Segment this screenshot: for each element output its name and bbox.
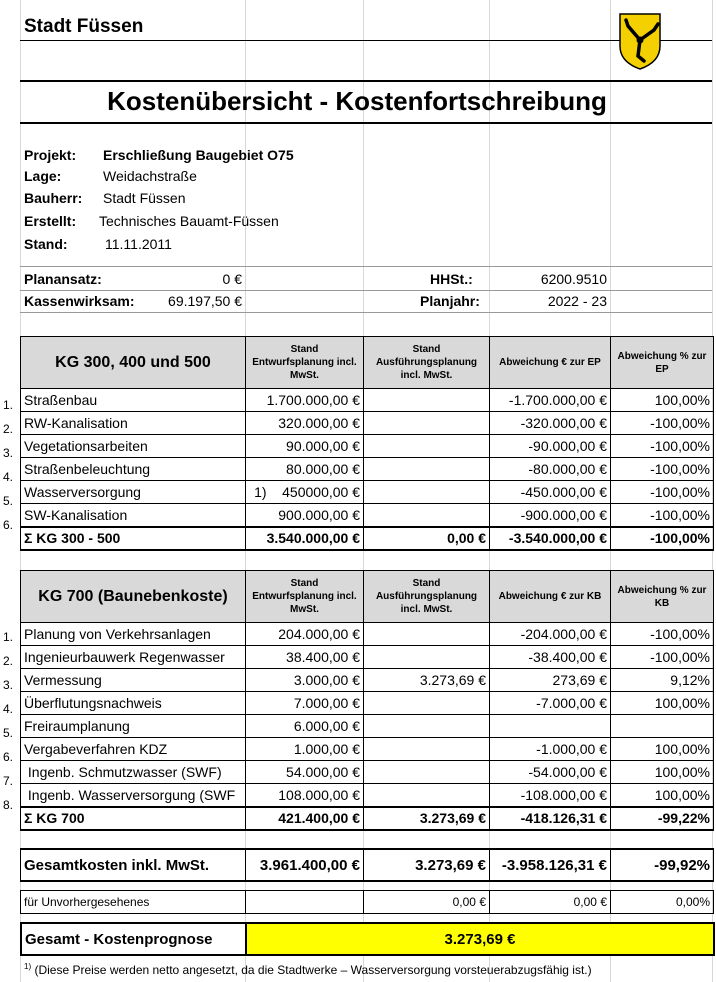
subtotal-abw: -3.540.000,00 € [490,527,611,550]
row-pct: -100,00% [611,412,714,435]
grand-total-pct: -99,92% [611,849,714,881]
row-ap [364,458,490,481]
cost-table-kg300-500 [20,336,714,551]
row-ep: 90.000,00 € [246,435,364,458]
row-abw: -900.000,00 € [490,504,611,527]
owner-label: Bauherr: [24,190,83,206]
row-ap [364,784,490,807]
row-number: 6. [3,750,14,764]
section-title: KG 300, 400 und 500 [21,337,246,389]
row-name: Freiraumplanung [21,715,246,738]
row-ap [364,738,490,761]
row-pct: 9,12% [611,669,714,692]
forecast-value: 3.273,69 € [246,923,714,955]
table-row [21,646,714,669]
row-abw [490,715,611,738]
row-abw: -54.000,00 € [490,761,611,784]
header-ausfuehrung: Stand Ausführungsplanung incl. MwSt. [364,337,490,389]
row-pct: -100,00% [611,435,714,458]
planjahr-value: 2022 - 23 [547,293,607,309]
row-pct: 100,00% [611,738,714,761]
row-number: 6. [3,518,14,532]
row-abw: -320.000,00 € [490,412,611,435]
row-name: Ingenieurbauwerk Regenwasser [21,646,246,669]
row-pct: -100,00% [611,623,714,646]
planjahr-label: Planjahr: [420,293,480,309]
project-value: Erschließung Baugebiet O75 [103,147,294,163]
location-value: Weidachstraße [103,168,197,184]
date-value: 11.11.2011 [105,236,172,252]
row-abw: -450.000,00 € [490,481,611,504]
subtotal-label: Σ KG 300 - 500 [21,527,246,550]
row-pct [611,715,714,738]
row-name: SW-Kanalisation [21,504,246,527]
table-row [21,458,714,481]
row-number: 1. [3,398,14,412]
unforeseen-table [20,890,714,914]
row-ep: 38.400,00 € [246,646,364,669]
row-ap [364,435,490,458]
row-abw: -1.700.000,00 € [490,389,611,412]
row-abw: -90.000,00 € [490,435,611,458]
planansatz-label: Planansatz: [24,271,102,287]
section-title: KG 700 (Baunebenkoste) [21,571,246,623]
row-ap [364,623,490,646]
row-name: Vegetationsarbeiten [21,435,246,458]
forecast-table [20,922,715,956]
row-number: 3. [3,446,14,460]
row-name: Vermessung [21,669,246,692]
owner-value: Stadt Füssen [103,190,186,206]
unforeseen-pct: 0,00% [611,891,714,914]
table-header [21,337,714,389]
forecast-label: Gesamt - Kostenprognose [21,923,246,955]
row-name: Ingenb. Schmutzwasser (SWF) [21,761,246,784]
row-ap [364,646,490,669]
subtotal-label: Σ KG 700 [21,807,246,830]
row-number: 2. [3,654,14,668]
row-abw: -7.000,00 € [490,692,611,715]
created-label: Erstellt: [24,213,77,229]
cost-table-kg700 [20,570,714,831]
row-number: 5. [3,494,14,508]
row-number: 4. [3,470,14,484]
date-label: Stand: [24,236,68,252]
row-number: 4. [3,702,14,716]
row-number: 8. [3,798,14,812]
row-ep: 900.000,00 € [246,504,364,527]
row-pct: 100,00% [611,692,714,715]
row-pct: 100,00% [611,784,714,807]
row-number: 1. [3,630,14,644]
row-abw: 273,69 € [490,669,611,692]
grand-total-label: Gesamtkosten inkl. MwSt. [21,849,246,881]
header-entwurf: Stand Entwurfsplanung incl. MwSt. [246,337,364,389]
row-ap [364,761,490,784]
row-pct: -100,00% [611,646,714,669]
row-ep: 80.000,00 € [246,458,364,481]
location-label: Lage: [24,168,62,184]
row-number: 2. [3,422,14,436]
row-ep: 320.000,00 € [246,412,364,435]
row-ep: 1) 450000,00 € [246,481,364,504]
subtotal-row [21,527,714,550]
header-ausfuehrung: Stand Ausführungsplanung incl. MwSt. [364,571,490,623]
table-row [21,623,714,646]
page-title: Kostenübersicht - Kostenfortschreibung [107,86,607,116]
kassenwirksam-label: Kassenwirksam: [24,293,135,309]
row-pct: -100,00% [611,458,714,481]
row-name: Vergabeverfahren KDZ [21,738,246,761]
table-row [21,481,714,504]
row-ep: 54.000,00 € [246,761,364,784]
table-row [21,389,714,412]
grand-total-row [21,849,714,881]
row-name: Ingenb. Wasserversorgung (SWF [21,784,246,807]
row-ep: 108.000,00 € [246,784,364,807]
row-ap [364,389,490,412]
row-name: Wasserversorgung [21,481,246,504]
footnote-mark: 1) [24,962,32,971]
row-pct: -100,00% [611,481,714,504]
header-entwurf: Stand Entwurfsplanung incl. MwSt. [246,571,364,623]
header-abweichung-pct: Abweichung % zur KB [611,571,714,623]
table-row [21,435,714,458]
row-ep: 1.700.000,00 € [246,389,364,412]
row-abw: -80.000,00 € [490,458,611,481]
grand-total-ap: 3.273,69 € [364,849,490,881]
table-row [21,715,714,738]
table-row [21,504,714,527]
row-ap [364,504,490,527]
subtotal-pct: -99,22% [611,807,714,830]
row-ap [364,692,490,715]
footnote [24,962,592,977]
row-ap [364,481,490,504]
row-ep: 6.000,00 € [246,715,364,738]
city-name: Stadt Füssen [24,16,144,37]
hhst-value: 6200.9510 [540,271,607,287]
row-abw: -204.000,00 € [490,623,611,646]
row-ap: 3.273,69 € [364,669,490,692]
table-row [21,738,714,761]
row-ep: 1.000,00 € [246,738,364,761]
project-label: Projekt: [24,147,77,163]
table-row [21,669,714,692]
coat-of-arms-icon [618,12,662,70]
grand-total-table [20,848,714,882]
unforeseen-label: für Unvorhergesehenes [21,891,246,914]
header-abweichung-pct: Abweichung % zur EP [611,337,714,389]
row-number: 7. [3,774,14,788]
subtotal-pct: -100,00% [611,527,714,550]
created-value: Technisches Bauamt-Füssen [99,213,279,229]
subtotal-abw: -418.126,31 € [490,807,611,830]
header-abweichung-eur: Abweichung € zur EP [490,337,611,389]
unforeseen-abw: 0,00 € [490,891,611,914]
hhst-label: HHSt.: [430,271,473,287]
unforeseen-row [21,891,714,914]
row-name: Überflutungsnachweis [21,692,246,715]
grand-total-abw: -3.958.126,31 € [490,849,611,881]
row-abw: -108.000,00 € [490,784,611,807]
grand-total-ep: 3.961.400,00 € [246,849,364,881]
subtotal-row [21,807,714,830]
row-ep: 3.000,00 € [246,669,364,692]
row-name: RW-Kanalisation [21,412,246,435]
row-ep: 204.000,00 € [246,623,364,646]
table-row [21,761,714,784]
footnote-text: (Diese Preise werden netto angesetzt, da die Stadtwerke – Wasserversorgung vorsteuerabzugsfähig ist.) [31,963,592,977]
header-abweichung-eur: Abweichung € zur KB [490,571,611,623]
forecast-row [21,923,714,955]
table-row [21,784,714,807]
table-row [21,692,714,715]
unforeseen-ap: 0,00 € [364,891,490,914]
table-row [21,412,714,435]
subtotal-ep: 421.400,00 € [246,807,364,830]
row-name: Straßenbeleuchtung [21,458,246,481]
row-number: 3. [3,678,14,692]
row-ap [364,412,490,435]
subtotal-ep: 3.540.000,00 € [246,527,364,550]
row-name: Straßenbau [21,389,246,412]
row-pct: 100,00% [611,761,714,784]
row-pct: -100,00% [611,504,714,527]
row-abw: -1.000,00 € [490,738,611,761]
subtotal-ap: 3.273,69 € [364,807,490,830]
kassenwirksam-value: 69.197,50 € [168,293,242,309]
subtotal-ap: 0,00 € [364,527,490,550]
row-number: 5. [3,726,14,740]
row-ap [364,715,490,738]
row-name: Planung von Verkehrsanlagen [21,623,246,646]
row-abw: -38.400,00 € [490,646,611,669]
row-pct: 100,00% [611,389,714,412]
table-header [21,571,714,623]
planansatz-value: 0 € [222,271,242,287]
row-ep: 7.000,00 € [246,692,364,715]
